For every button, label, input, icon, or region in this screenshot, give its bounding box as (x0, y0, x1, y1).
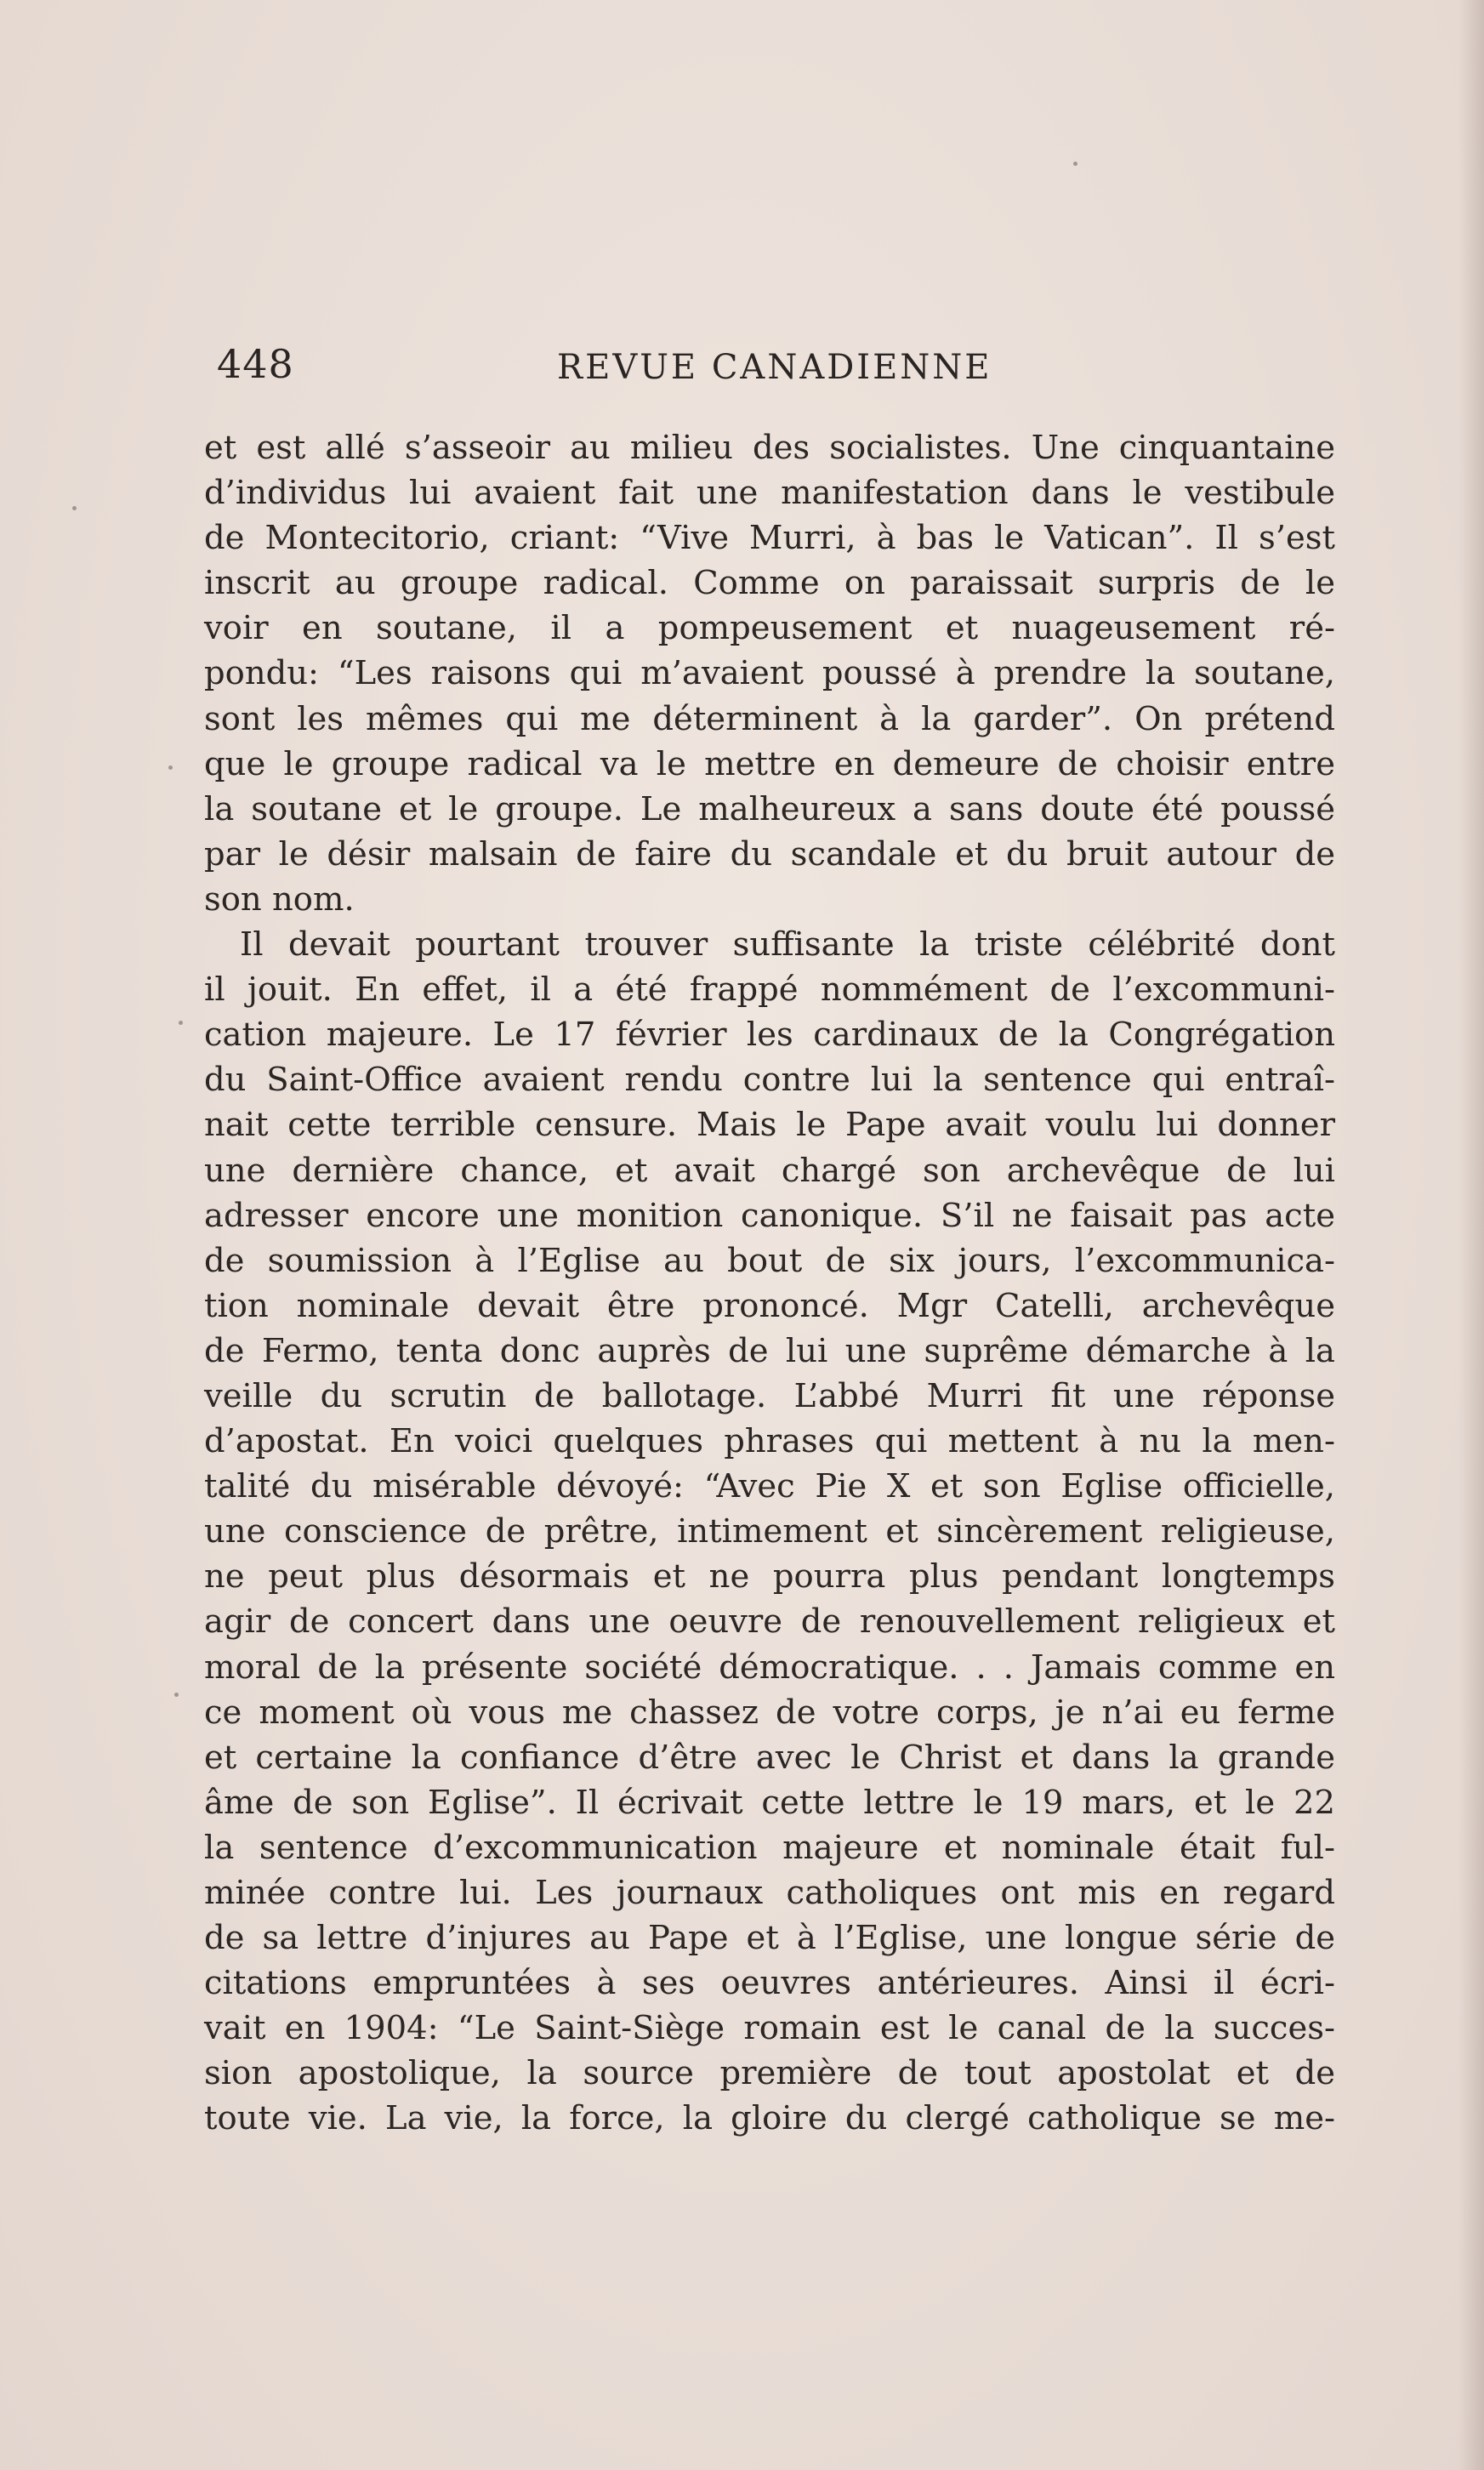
text-line: du Saint-Office avaient rendu contre lui la sentence qui entraî- (204, 1061, 1335, 1100)
text-line: de Fermo, tenta donc auprès de lui une suprême démarche à la (204, 1331, 1335, 1370)
paper-speck (179, 1021, 183, 1025)
text-line: d’individus lui avaient fait une manifestation dans le vestibule (204, 474, 1335, 513)
text-line: talité du misérable dévoyé: “Avec Pie X et son Eglise officielle, (204, 1467, 1335, 1506)
text-line: agir de concert dans une oeuvre de renouvellement religieux et (204, 1602, 1335, 1642)
text-line: de sa lettre d’injures au Pape et à l’Eglise, une longue série de (204, 1919, 1335, 1958)
text-line: cation majeure. Le 17 février les cardinaux de la Congrégation (204, 1016, 1335, 1055)
text-line: d’apostat. En voici quelques phrases qui mettent à nu la men- (204, 1422, 1335, 1461)
text-line: et est allé s’asseoir au milieu des socialistes. Une cinquantaine (204, 429, 1335, 467)
text-line: nait cette terrible censure. Mais le Pape avait voulu lui donner (204, 1106, 1335, 1145)
text-line: voir en soutane, il a pompeusement et nuageusement ré- (204, 609, 1335, 648)
paper-speck (72, 506, 77, 510)
text-line: sont les mêmes qui me déterminent à la garder”. On prétend (204, 699, 1335, 738)
text-line: toute vie. La vie, la force, la gloire du clergé catholique se me- (204, 2099, 1335, 2138)
text-line: une dernière chance, et avait chargé son archevêque de lui (204, 1151, 1335, 1190)
text-line: de soumission à l’Eglise au bout de six jours, l’excommunica- (204, 1241, 1335, 1280)
body-text (204, 425, 1335, 2142)
text-line: pondu: “Les raisons qui m’avaient poussé à prendre la soutane, (204, 654, 1335, 693)
text-line: vait en 1904: “Le Saint-Siège romain est le canal de la succes- (204, 2009, 1335, 2048)
text-line: inscrit au groupe radical. Comme on paraissait surpris de le (204, 564, 1335, 603)
text-line: ne peut plus désormais et ne pourra plus pendant longtemps (204, 1557, 1335, 1596)
text-line: minée contre lui. Les journaux catholiques ont mis en regard (204, 1874, 1335, 1912)
text-line: par le désir malsain de faire du scandale et du bruit autour de (204, 834, 1335, 874)
page-number: 448 (217, 341, 294, 387)
text-line: tion nominale devait être prononcé. Mgr Catelli, archevêque (204, 1286, 1335, 1325)
running-title: REVUE CANADIENNE (557, 348, 992, 387)
paper-speck (1073, 162, 1077, 166)
text-line: il jouit. En effet, il a été frappé nommément de l’excommuni- (204, 970, 1335, 1010)
paper-speck (168, 765, 173, 770)
page-header (217, 336, 1348, 404)
text-line: Il devait pourtant trouver suffisante la triste célébrité dont (240, 925, 1335, 965)
text-line: de Montecitorio, criant: “Vive Murri, à bas le Vatican”. Il s’est (204, 519, 1335, 558)
spine-shadow (1458, 0, 1484, 2470)
text-line: citations empruntées à ses oeuvres antérieures. Ainsi il écri- (204, 1964, 1335, 2003)
text-line: la sentence d’excommunication majeure et nominale était ful- (204, 1828, 1335, 1867)
text-line: moral de la présente société démocratique. . . Jamais comme en (204, 1648, 1335, 1687)
text-line: adresser encore une monition canonique. S’il ne faisait pas acte (204, 1196, 1335, 1235)
text-line: une conscience de prêtre, intimement et sincèrement religieuse, (204, 1512, 1335, 1551)
text-line: son nom. (204, 879, 355, 919)
text-line: veille du scrutin de ballotage. L’abbé Murri fit une réponse (204, 1376, 1335, 1415)
text-line: et certaine la confiance d’être avec le Christ et dans la grande (204, 1738, 1335, 1777)
text-line: ce moment où vous me chassez de votre corps, je n’ai eu ferme (204, 1693, 1335, 1732)
text-line: la soutane et le groupe. Le malheureux a sans doute été poussé (204, 789, 1335, 828)
paper-speck (174, 1693, 179, 1697)
text-line: âme de son Eglise”. Il écrivait cette lettre le 19 mars, et le 22 (204, 1783, 1335, 1822)
text-line: sion apostolique, la source première de tout apostolat et de (204, 2054, 1335, 2093)
text-line: que le groupe radical va le mettre en demeure de choisir entre (204, 744, 1335, 783)
